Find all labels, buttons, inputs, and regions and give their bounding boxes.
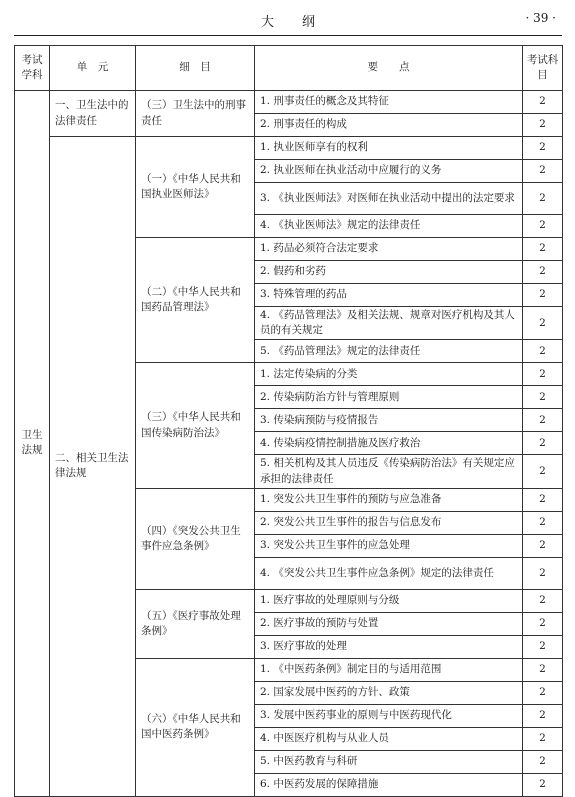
header-rule bbox=[14, 35, 562, 36]
page-header bbox=[14, 0, 562, 38]
score-cell: 2 bbox=[523, 160, 563, 183]
item-cell: （二）《中华人民共和国药品管理法》 bbox=[136, 238, 255, 363]
point-cell: 1. 法定传染病的分类 bbox=[255, 363, 523, 386]
item-cell: （三）卫生法中的刑事责任 bbox=[136, 91, 255, 137]
score-cell: 2 bbox=[523, 215, 563, 238]
score-cell: 2 bbox=[523, 363, 563, 386]
score-cell: 2 bbox=[523, 284, 563, 307]
point-cell: 5. 中医药教育与科研 bbox=[255, 750, 523, 773]
score-cell: 2 bbox=[523, 455, 563, 488]
item-cell: （五）《医疗事故处理条例》 bbox=[136, 589, 255, 658]
page-number: · 39 · bbox=[525, 11, 556, 25]
point-cell: 3. 发展中医药事业的原则与中医药现代化 bbox=[255, 704, 523, 727]
column-header-item: 细 目 bbox=[136, 46, 255, 91]
point-cell: 5. 相关机构及其人员违反《传染病防治法》有关规定应承担的法律责任 bbox=[255, 455, 523, 488]
point-cell: 3. 医疗事故的处理 bbox=[255, 635, 523, 658]
score-cell: 2 bbox=[523, 386, 563, 409]
point-cell: 2. 刑事责任的构成 bbox=[255, 114, 523, 137]
table-row bbox=[15, 91, 563, 114]
unit-cell: 二、相关卫生法律法规 bbox=[50, 137, 136, 797]
item-cell: （一）《中华人民共和国执业医师法》 bbox=[136, 137, 255, 238]
score-cell: 2 bbox=[523, 557, 563, 589]
point-cell: 4. 《药品管理法》及相关法规、规章对医疗机构及其人员的有关规定 bbox=[255, 307, 523, 340]
score-cell: 2 bbox=[523, 704, 563, 727]
point-cell: 4. 中医医疗机构与从业人员 bbox=[255, 727, 523, 750]
score-cell: 2 bbox=[523, 137, 563, 160]
point-cell: 3. 传染病预防与疫情报告 bbox=[255, 409, 523, 432]
column-header-unit: 单 元 bbox=[50, 46, 136, 91]
point-cell: 3. 特殊管理的药品 bbox=[255, 284, 523, 307]
column-header-subject: 考试学科 bbox=[15, 46, 50, 91]
score-cell: 2 bbox=[523, 114, 563, 137]
score-cell: 2 bbox=[523, 432, 563, 455]
score-cell: 2 bbox=[523, 183, 563, 215]
score-cell: 2 bbox=[523, 488, 563, 511]
point-cell: 1. 刑事责任的概念及其特征 bbox=[255, 91, 523, 114]
syllabus-table bbox=[14, 45, 563, 797]
point-cell: 2. 国家发展中医药的方针、政策 bbox=[255, 681, 523, 704]
score-cell: 2 bbox=[523, 612, 563, 635]
table-row bbox=[15, 137, 563, 160]
point-cell: 1. 执业医师享有的权利 bbox=[255, 137, 523, 160]
item-cell: （四）《突发公共卫生事件应急条例》 bbox=[136, 488, 255, 589]
score-cell: 2 bbox=[523, 340, 563, 363]
table-header-row bbox=[15, 46, 563, 91]
column-header-point: 要 点 bbox=[255, 46, 523, 91]
point-cell: 2. 假药和劣药 bbox=[255, 261, 523, 284]
subject-cell: 卫生法规 bbox=[15, 91, 50, 797]
score-cell: 2 bbox=[523, 658, 563, 681]
column-header-exam: 考试科目 bbox=[523, 46, 563, 91]
score-cell: 2 bbox=[523, 91, 563, 114]
score-cell: 2 bbox=[523, 261, 563, 284]
item-cell: （三）《中华人民共和国传染病防治法》 bbox=[136, 363, 255, 488]
point-cell: 1. 突发公共卫生事件的预防与应急准备 bbox=[255, 488, 523, 511]
point-cell: 3. 《执业医师法》对医师在执业活动中提出的法定要求 bbox=[255, 183, 523, 215]
point-cell: 1. 《中医药条例》制定目的与适用范围 bbox=[255, 658, 523, 681]
item-cell: （六）《中华人民共和国中医药条例》 bbox=[136, 658, 255, 796]
point-cell: 2. 传染病防治方针与管理原则 bbox=[255, 386, 523, 409]
point-cell: 4. 《执业医师法》规定的法律责任 bbox=[255, 215, 523, 238]
score-cell: 2 bbox=[523, 307, 563, 340]
score-cell: 2 bbox=[523, 750, 563, 773]
header-title: 大纲 bbox=[260, 15, 343, 30]
score-cell: 2 bbox=[523, 511, 563, 534]
point-cell: 1. 药品必须符合法定要求 bbox=[255, 238, 523, 261]
score-cell: 2 bbox=[523, 238, 563, 261]
point-cell: 2. 突发公共卫生事件的报告与信息发布 bbox=[255, 511, 523, 534]
point-cell: 3. 突发公共卫生事件的应急处理 bbox=[255, 534, 523, 557]
point-cell: 2. 执业医师在执业活动中应履行的义务 bbox=[255, 160, 523, 183]
score-cell: 2 bbox=[523, 773, 563, 796]
score-cell: 2 bbox=[523, 589, 563, 612]
point-cell: 6. 中医药发展的保障措施 bbox=[255, 773, 523, 796]
unit-cell: 一、卫生法中的法律责任 bbox=[50, 91, 136, 137]
score-cell: 2 bbox=[523, 635, 563, 658]
score-cell: 2 bbox=[523, 727, 563, 750]
point-cell: 4. 传染病疫情控制措施及医疗救治 bbox=[255, 432, 523, 455]
point-cell: 4. 《突发公共卫生事件应急条例》规定的法律责任 bbox=[255, 557, 523, 589]
point-cell: 1. 医疗事故的处理原则与分级 bbox=[255, 589, 523, 612]
point-cell: 5. 《药品管理法》规定的法律责任 bbox=[255, 340, 523, 363]
point-cell: 2. 医疗事故的预防与处置 bbox=[255, 612, 523, 635]
score-cell: 2 bbox=[523, 534, 563, 557]
score-cell: 2 bbox=[523, 681, 563, 704]
score-cell: 2 bbox=[523, 409, 563, 432]
